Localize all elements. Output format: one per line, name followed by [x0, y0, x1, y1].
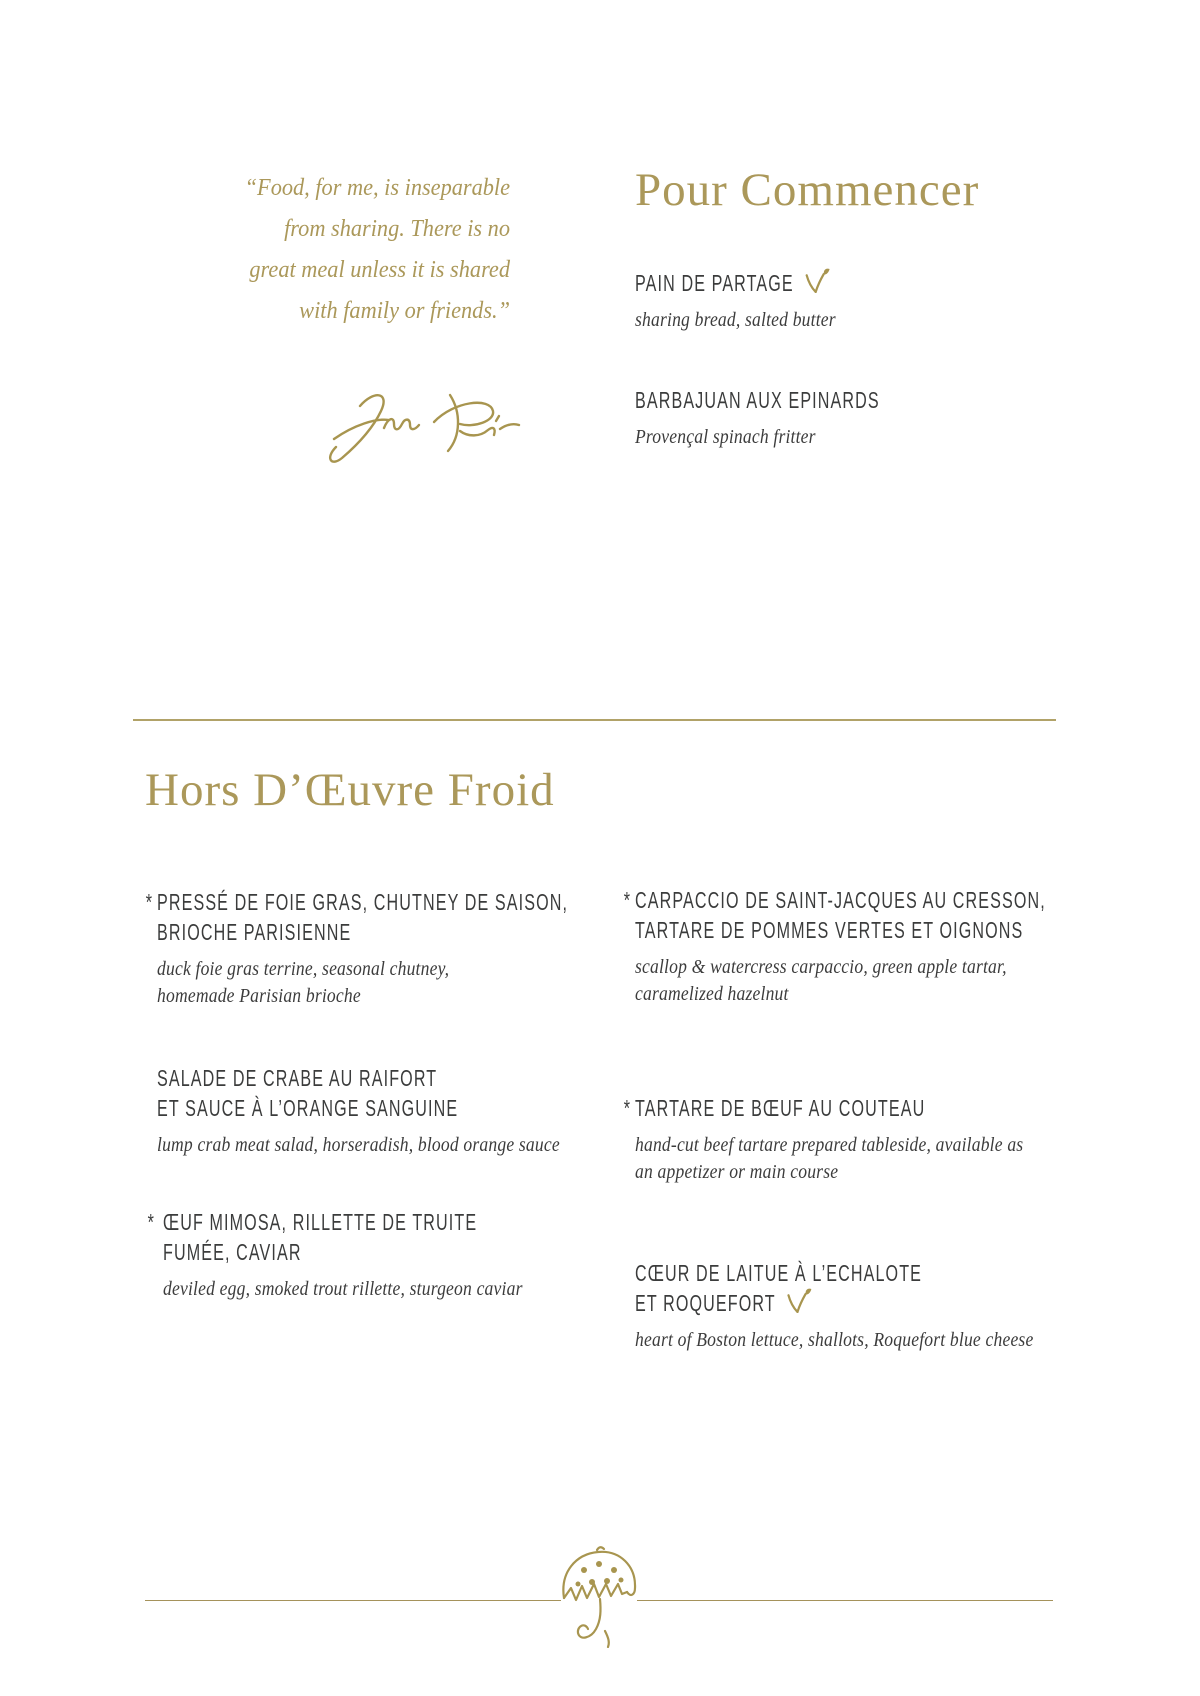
dish-description-line: heart of Boston lettuce, shallots, Roquefort blue cheese: [635, 1329, 1034, 1351]
dish-description: [635, 1327, 1033, 1354]
dish-description-line: an appetizer or main course: [635, 1161, 839, 1183]
dish-name-line: TARTARE DE BŒUF AU COUTEAU: [635, 1095, 926, 1121]
dish-description-line: scallop & watercress carpaccio, green apple tartar,: [635, 956, 1007, 978]
dish-description-line: hand-cut beef tartare prepared tableside, available as: [635, 1134, 1024, 1156]
section-divider: [133, 719, 1056, 721]
menu-item-tartare-de-boeuf: [623, 1093, 1076, 1186]
dish-description: [157, 1132, 560, 1159]
dish-name: [147, 1207, 478, 1267]
menu-item-pain-de-partage: [635, 268, 913, 334]
quote-line: great meal unless it is shared: [249, 257, 511, 283]
dish-description-line: Provençal spinach fritter: [635, 426, 816, 448]
dish-name-line: ET SAUCE À L’ORANGE SANGUINE: [157, 1095, 459, 1121]
quote-line: “Food, for me, is inseparable: [244, 175, 510, 201]
dish-description-line: duck foie gras terrine, seasonal chutney,: [157, 958, 450, 980]
menu-item-carpaccio-saint-jacques: [623, 885, 1200, 1008]
dish-name-line: CARPACCIO DE SAINT-JACQUES AU CRESSON,: [635, 887, 1046, 913]
dish-name-line: TARTARE DE POMMES VERTES ET OIGNONS: [635, 917, 1024, 943]
chef-signature-icon: [322, 378, 522, 473]
dish-name: [623, 1093, 944, 1123]
dish-name-line: FUMÉE, CAVIAR: [163, 1239, 302, 1265]
dish-name: [145, 887, 569, 947]
dish-description-line: caramelized hazelnut: [635, 983, 789, 1005]
vegetarian-icon: [786, 1288, 812, 1313]
dish-name: [157, 1063, 477, 1123]
footer-rule-right: [637, 1600, 1053, 1601]
dish-description: [635, 424, 943, 451]
dish-description-line: sharing bread, salted butter: [635, 309, 836, 331]
dish-description-line: deviled egg, smoked trout rillette, sturgeon caviar: [163, 1278, 523, 1300]
dish-description-line: lump crab meat salad, horseradish, blood orange sauce: [157, 1134, 560, 1156]
dish-description: [635, 307, 879, 334]
umbrella-logo-icon: [556, 1542, 644, 1648]
raw-consumption-asterisk: *: [623, 1095, 632, 1121]
dish-description: [163, 1276, 558, 1303]
dish-name-line: PRESSÉ DE FOIE GRAS, CHUTNEY DE SAISON,: [157, 889, 569, 915]
dish-description-line: homemade Parisian brioche: [157, 985, 361, 1007]
dish-name-line: BRIOCHE PARISIENNE: [157, 919, 352, 945]
dish-name-line: ET ROQUEFORT: [635, 1290, 776, 1316]
chef-quote: [166, 168, 510, 332]
dish-description: [635, 1132, 1023, 1186]
footer-rule-left: [145, 1600, 561, 1601]
dish-name: [623, 885, 1046, 945]
menu-item-coeur-de-laitue: [635, 1258, 1088, 1354]
dish-name: [635, 268, 829, 298]
dish-name: [635, 1258, 952, 1318]
menu-item-barbajuan: [635, 385, 985, 451]
quote-line: with family or friends.”: [299, 298, 510, 324]
vegetarian-icon: [804, 268, 830, 293]
menu-item-salade-de-crabe: [157, 1063, 615, 1159]
dish-description: [157, 956, 674, 1010]
dish-name-line: PAIN DE PARTAGE: [635, 270, 794, 296]
dish-name-line: BARBAJUAN AUX EPINARDS: [635, 387, 880, 413]
dish-name: [635, 385, 880, 415]
dish-description: [635, 954, 1151, 1008]
raw-consumption-asterisk: *: [147, 1209, 155, 1235]
raw-consumption-asterisk: *: [145, 889, 154, 915]
raw-consumption-asterisk: *: [623, 887, 632, 913]
dish-name-line: SALADE DE CRABE AU RAIFORT: [157, 1065, 438, 1091]
dish-name-line: ŒUF MIMOSA, RILLETTE DE TRUITE: [163, 1209, 478, 1235]
quote-line: from sharing. There is no: [284, 216, 510, 242]
menu-item-oeuf-mimosa: [147, 1207, 612, 1303]
section-title-hors-doeuvre-froid: Hors D’Œuvre Froid: [145, 764, 555, 816]
dish-name-line: CŒUR DE LAITUE À L’ECHALOTE: [635, 1260, 923, 1286]
section-title-pour-commencer: Pour Commencer: [635, 164, 980, 216]
